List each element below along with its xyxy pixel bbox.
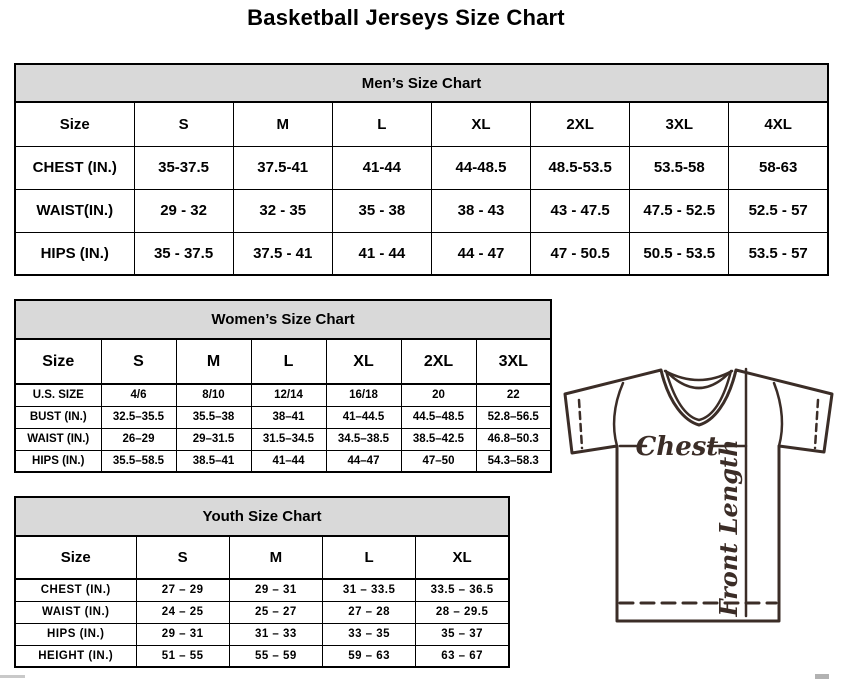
size-value-cell: 35 - 38 bbox=[332, 189, 431, 232]
size-value-cell: 52.5 - 57 bbox=[729, 189, 828, 232]
youth-size-chart bbox=[14, 496, 510, 668]
left-cuff-dashed-line bbox=[579, 400, 582, 448]
measurement-row bbox=[15, 623, 509, 645]
mens-size-chart-title: Men’s Size Chart bbox=[14, 63, 829, 101]
size-value-cell: 35-37.5 bbox=[134, 146, 233, 189]
size-value-cell: 32.5–35.5 bbox=[101, 406, 176, 428]
measurement-row-label: WAIST (IN.) bbox=[15, 428, 101, 450]
size-value-cell: 34.5–38.5 bbox=[326, 428, 401, 450]
size-value-cell: 35 – 37 bbox=[416, 623, 509, 645]
size-value-cell: 31 – 33 bbox=[229, 623, 322, 645]
size-value-cell: 29 - 32 bbox=[134, 189, 233, 232]
size-value-cell: 44-48.5 bbox=[431, 146, 530, 189]
measurement-row-label: HIPS (IN.) bbox=[15, 450, 101, 472]
size-value-cell: 29 – 31 bbox=[229, 579, 322, 601]
size-value-cell: 44.5–48.5 bbox=[401, 406, 476, 428]
size-value-cell: 47.5 - 52.5 bbox=[630, 189, 729, 232]
size-value-cell: 33 – 35 bbox=[323, 623, 416, 645]
size-value-cell: 29 – 31 bbox=[136, 623, 229, 645]
size-value-cell: 32 - 35 bbox=[233, 189, 332, 232]
right-cuff-dashed-line bbox=[815, 400, 818, 448]
size-column-header: 2XL bbox=[531, 102, 630, 146]
size-value-cell: 20 bbox=[401, 384, 476, 406]
left-armhole-seam bbox=[614, 383, 623, 446]
size-value-cell: 35.5–38 bbox=[176, 406, 251, 428]
measurement-row-label: HIPS (IN.) bbox=[15, 232, 134, 275]
size-value-cell: 58-63 bbox=[729, 146, 828, 189]
front-length-label: Front Length bbox=[714, 439, 743, 617]
size-value-cell: 38.5–42.5 bbox=[401, 428, 476, 450]
size-value-cell: 47–50 bbox=[401, 450, 476, 472]
size-column-header: 2XL bbox=[401, 339, 476, 384]
size-header-row bbox=[15, 102, 828, 146]
size-value-cell: 44–47 bbox=[326, 450, 401, 472]
measurement-row-label: HEIGHT (IN.) bbox=[15, 645, 136, 667]
size-column-header: S bbox=[134, 102, 233, 146]
size-value-cell: 27 – 28 bbox=[323, 601, 416, 623]
size-value-cell: 29–31.5 bbox=[176, 428, 251, 450]
scrollbar-fragment-left bbox=[0, 675, 25, 678]
size-column-header: L bbox=[251, 339, 326, 384]
size-value-cell: 38–41 bbox=[251, 406, 326, 428]
measurement-row-label: BUST (IN.) bbox=[15, 406, 101, 428]
size-corner-header: Size bbox=[15, 536, 136, 579]
measurement-row bbox=[15, 450, 551, 472]
size-value-cell: 25 – 27 bbox=[229, 601, 322, 623]
size-value-cell: 4/6 bbox=[101, 384, 176, 406]
size-value-cell: 38 - 43 bbox=[431, 189, 530, 232]
size-value-cell: 59 – 63 bbox=[323, 645, 416, 667]
size-column-header: M bbox=[176, 339, 251, 384]
size-value-cell: 16/18 bbox=[326, 384, 401, 406]
size-column-header: 3XL bbox=[630, 102, 729, 146]
size-column-header: 4XL bbox=[729, 102, 828, 146]
measurement-row bbox=[15, 189, 828, 232]
size-value-cell: 53.5-58 bbox=[630, 146, 729, 189]
mens-size-chart bbox=[14, 63, 829, 276]
size-header-row bbox=[15, 536, 509, 579]
measurement-row bbox=[15, 232, 828, 275]
size-value-cell: 26–29 bbox=[101, 428, 176, 450]
size-value-cell: 31 – 33.5 bbox=[323, 579, 416, 601]
size-column-header: M bbox=[229, 536, 322, 579]
size-value-cell: 24 – 25 bbox=[136, 601, 229, 623]
size-corner-header: Size bbox=[15, 102, 134, 146]
size-value-cell: 37.5-41 bbox=[233, 146, 332, 189]
size-value-cell: 51 – 55 bbox=[136, 645, 229, 667]
size-column-header: S bbox=[136, 536, 229, 579]
size-value-cell: 37.5 - 41 bbox=[233, 232, 332, 275]
size-column-header: XL bbox=[326, 339, 401, 384]
size-header-row bbox=[15, 339, 551, 384]
size-value-cell: 35.5–58.5 bbox=[101, 450, 176, 472]
measurement-row bbox=[15, 146, 828, 189]
chest-label: Chest bbox=[635, 432, 719, 462]
womens-size-chart-title: Women’s Size Chart bbox=[14, 299, 552, 338]
womens-size-table bbox=[14, 338, 552, 473]
size-value-cell: 48.5-53.5 bbox=[531, 146, 630, 189]
measurement-row bbox=[15, 645, 509, 667]
size-value-cell: 47 - 50.5 bbox=[531, 232, 630, 275]
size-value-cell: 22 bbox=[476, 384, 551, 406]
size-value-cell: 41-44 bbox=[332, 146, 431, 189]
youth-size-chart-title: Youth Size Chart bbox=[14, 496, 510, 535]
measurement-row bbox=[15, 384, 551, 406]
size-column-header: XL bbox=[416, 536, 509, 579]
womens-size-chart bbox=[14, 299, 552, 473]
size-column-header: 3XL bbox=[476, 339, 551, 384]
measurement-row-label: U.S. SIZE bbox=[15, 384, 101, 406]
scrollbar-fragment-right bbox=[815, 674, 829, 679]
size-value-cell: 27 – 29 bbox=[136, 579, 229, 601]
right-armhole-seam bbox=[774, 383, 782, 446]
size-column-header: M bbox=[233, 102, 332, 146]
size-value-cell: 50.5 - 53.5 bbox=[630, 232, 729, 275]
size-column-header: XL bbox=[431, 102, 530, 146]
size-value-cell: 35 - 37.5 bbox=[134, 232, 233, 275]
size-value-cell: 31.5–34.5 bbox=[251, 428, 326, 450]
measurement-row bbox=[15, 406, 551, 428]
measurement-row bbox=[15, 428, 551, 450]
size-value-cell: 54.3–58.3 bbox=[476, 450, 551, 472]
measurement-row-label: CHEST (IN.) bbox=[15, 146, 134, 189]
youth-size-table bbox=[14, 535, 510, 668]
jersey-measurement-diagram bbox=[556, 358, 841, 663]
measurement-row-label: WAIST (IN.) bbox=[15, 601, 136, 623]
measurement-row bbox=[15, 601, 509, 623]
measurement-row-label: HIPS (IN.) bbox=[15, 623, 136, 645]
size-value-cell: 12/14 bbox=[251, 384, 326, 406]
size-column-header: L bbox=[332, 102, 431, 146]
size-corner-header: Size bbox=[15, 339, 101, 384]
size-column-header: S bbox=[101, 339, 176, 384]
page-title: Basketball Jerseys Size Chart bbox=[247, 5, 565, 30]
mens-size-table bbox=[14, 101, 829, 276]
size-value-cell: 41 - 44 bbox=[332, 232, 431, 275]
jersey-outline bbox=[565, 370, 832, 621]
size-value-cell: 41–44.5 bbox=[326, 406, 401, 428]
size-value-cell: 46.8–50.3 bbox=[476, 428, 551, 450]
size-value-cell: 53.5 - 57 bbox=[729, 232, 828, 275]
size-value-cell: 55 – 59 bbox=[229, 645, 322, 667]
size-value-cell: 38.5–41 bbox=[176, 450, 251, 472]
measurement-row-label: WAIST(IN.) bbox=[15, 189, 134, 232]
size-value-cell: 63 – 67 bbox=[416, 645, 509, 667]
measurement-row bbox=[15, 579, 509, 601]
size-value-cell: 44 - 47 bbox=[431, 232, 530, 275]
size-value-cell: 33.5 – 36.5 bbox=[416, 579, 509, 601]
size-value-cell: 43 - 47.5 bbox=[531, 189, 630, 232]
size-value-cell: 52.8–56.5 bbox=[476, 406, 551, 428]
size-value-cell: 8/10 bbox=[176, 384, 251, 406]
size-value-cell: 28 – 29.5 bbox=[416, 601, 509, 623]
size-value-cell: 41–44 bbox=[251, 450, 326, 472]
measurement-row-label: CHEST (IN.) bbox=[15, 579, 136, 601]
size-column-header: L bbox=[323, 536, 416, 579]
